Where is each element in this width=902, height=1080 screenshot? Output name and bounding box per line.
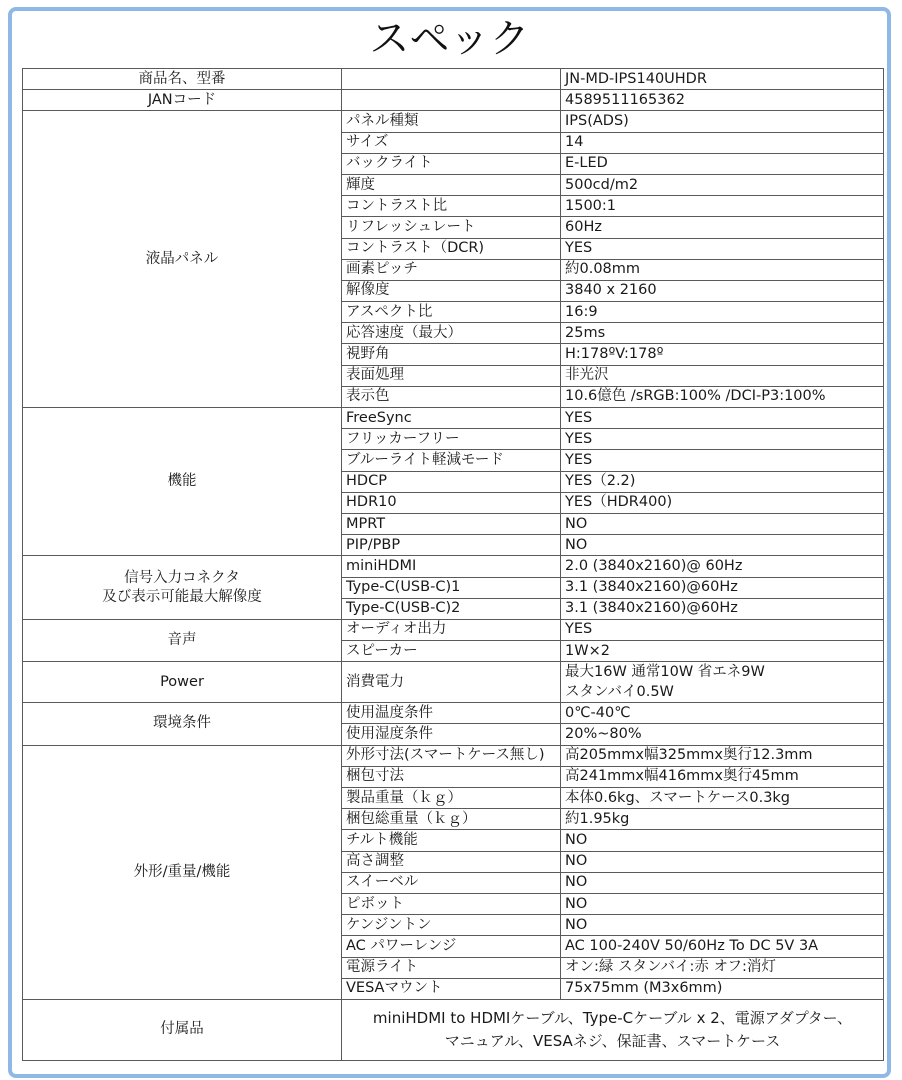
spec-key: サイズ [342,132,561,153]
table-row [23,999,884,1060]
table-row [23,556,884,577]
spec-key: VESAマウント [342,978,561,999]
accessories-line: マニュアル、VESAネジ、保証書、スマートケース [444,1031,781,1050]
spec-key: Type-C(USB-C)1 [342,577,561,598]
table-row [23,619,884,640]
table-row [23,111,884,132]
spec-key: 製品重量（ｋｇ） [342,788,561,809]
spec-value: 本体0.6kg、スマートケース0.3kg [561,788,884,809]
spec-value: YES（HDR400) [561,492,884,513]
spec-value: NO [561,851,884,872]
spec-value: YES [561,450,884,471]
spec-key: AC パワーレンジ [342,936,561,957]
spec-value: 16:9 [561,302,884,323]
accessories-value [342,999,884,1060]
spec-key: オーディオ出力 [342,619,561,640]
spec-value: YES [561,238,884,259]
spec-key: バックライト [342,153,561,174]
spec-value: 高241mmx幅416mmx奥行45mm [561,766,884,787]
spec-key: コントラスト比 [342,196,561,217]
group-label-features: 機能 [23,408,342,556]
spec-value: 14 [561,132,884,153]
spec-value: E-LED [561,153,884,174]
spec-key: 応答速度（最大） [342,323,561,344]
spec-key: PIP/PBP [342,535,561,556]
spec-value: 3.1 (3840x2160)@60Hz [561,577,884,598]
spec-value: 20%~80% [561,724,884,745]
spec-key: コントラスト（DCR) [342,238,561,259]
spec-value: 1W×2 [561,641,884,662]
table-row [23,703,884,724]
spec-value: 60Hz [561,217,884,238]
group-label-physical: 外形/重量/機能 [23,745,342,999]
spec-value: 0℃-40℃ [561,703,884,724]
spec-value: 3840 x 2160 [561,280,884,301]
spec-key: 使用温度条件 [342,703,561,724]
spec-value: 約1.95kg [561,809,884,830]
group-label-power: Power [23,662,342,703]
spec-key: 梱包寸法 [342,766,561,787]
spec-key: ケンジントン [342,915,561,936]
spec-value: H:178ºV:178º [561,344,884,365]
group-label-input [23,556,342,620]
spec-key: 輝度 [342,174,561,195]
spec-key: HDR10 [342,492,561,513]
spec-value: NO [561,830,884,851]
spec-key: HDCP [342,471,561,492]
spec-value-line: 最大16W 通常10W 省エネ9W [565,664,765,681]
row-empty-cell [342,90,561,111]
spec-key: フリッカーフリー [342,429,561,450]
spec-key: 表示色 [342,386,561,407]
spec-key: 画素ピッチ [342,259,561,280]
spec-value: 3.1 (3840x2160)@60Hz [561,598,884,619]
spec-value: 非光沢 [561,365,884,386]
spec-sheet-frame [8,7,891,1078]
spec-value: IPS(ADS) [561,111,884,132]
spec-key: 消費電力 [342,662,561,703]
spec-value: オン:緑 スタンバイ:赤 オフ:消灯 [561,957,884,978]
row-label: JANコード [23,90,342,111]
spec-value: 1500:1 [561,196,884,217]
spec-value: YES [561,429,884,450]
spec-value: NO [561,535,884,556]
row-value: JN-MD-IPS140UHDR [561,69,884,90]
spec-key: パネル種類 [342,111,561,132]
spec-value: 75x75mm (M3x6mm) [561,978,884,999]
spec-value: NO [561,915,884,936]
spec-table [22,68,884,1061]
spec-key: アスペクト比 [342,302,561,323]
spec-value: NO [561,513,884,534]
spec-value: YES [561,619,884,640]
spec-key: スピーカー [342,641,561,662]
spec-key: miniHDMI [342,556,561,577]
spec-key: スイーベル [342,872,561,893]
spec-key: チルト機能 [342,830,561,851]
page-title: スペック [369,16,530,62]
spec-value: 高205mmx幅325mmx奥行12.3mm [561,745,884,766]
spec-value: 500cd/m2 [561,174,884,195]
table-row [23,662,884,703]
spec-value-line: スタンバイ0.5W [565,684,674,701]
row-value: 4589511165362 [561,90,884,111]
group-label-line: 及び表示可能最大解像度 [102,588,262,605]
row-empty-cell [342,69,561,90]
group-label-environment: 環境条件 [23,703,342,745]
spec-value: 2.0 (3840x2160)@ 60Hz [561,556,884,577]
spec-key: 電源ライト [342,957,561,978]
spec-value: 25ms [561,323,884,344]
spec-key: Type-C(USB-C)2 [342,598,561,619]
spec-key: 外形寸法(スマートケース無し) [342,745,561,766]
spec-value [561,662,884,703]
spec-value: YES（2.2) [561,471,884,492]
spec-key: 使用湿度条件 [342,724,561,745]
spec-key: 視野角 [342,344,561,365]
group-label-audio: 音声 [23,619,342,661]
spec-value: YES [561,408,884,429]
group-label-accessories: 付属品 [23,999,342,1060]
row-label: 商品名、型番 [23,69,342,90]
spec-value: 10.6億色 /sRGB:100% /DCI-P3:100% [561,386,884,407]
table-row [23,408,884,429]
spec-key: ピボット [342,893,561,914]
group-label-line: 信号入力コネクタ [124,569,240,586]
spec-key: 高さ調整 [342,851,561,872]
group-label-lcd: 液晶パネル [23,111,342,408]
spec-key: FreeSync [342,408,561,429]
table-row [23,69,884,90]
spec-value: AC 100-240V 50/60Hz To DC 5V 3A [561,936,884,957]
spec-value: NO [561,872,884,893]
accessories-line: miniHDMI to HDMIケーブル、Type-Cケーブル x 2、電源アダプター、 [372,1008,853,1027]
spec-value: 約0.08mm [561,259,884,280]
spec-key: ブルーライト軽減モード [342,450,561,471]
spec-key: MPRT [342,513,561,534]
spec-key: 表面処理 [342,365,561,386]
table-row [23,745,884,766]
spec-value: NO [561,893,884,914]
table-row [23,90,884,111]
spec-key: 解像度 [342,280,561,301]
spec-key: 梱包総重量（ｋｇ） [342,809,561,830]
spec-key: リフレッシュレート [342,217,561,238]
